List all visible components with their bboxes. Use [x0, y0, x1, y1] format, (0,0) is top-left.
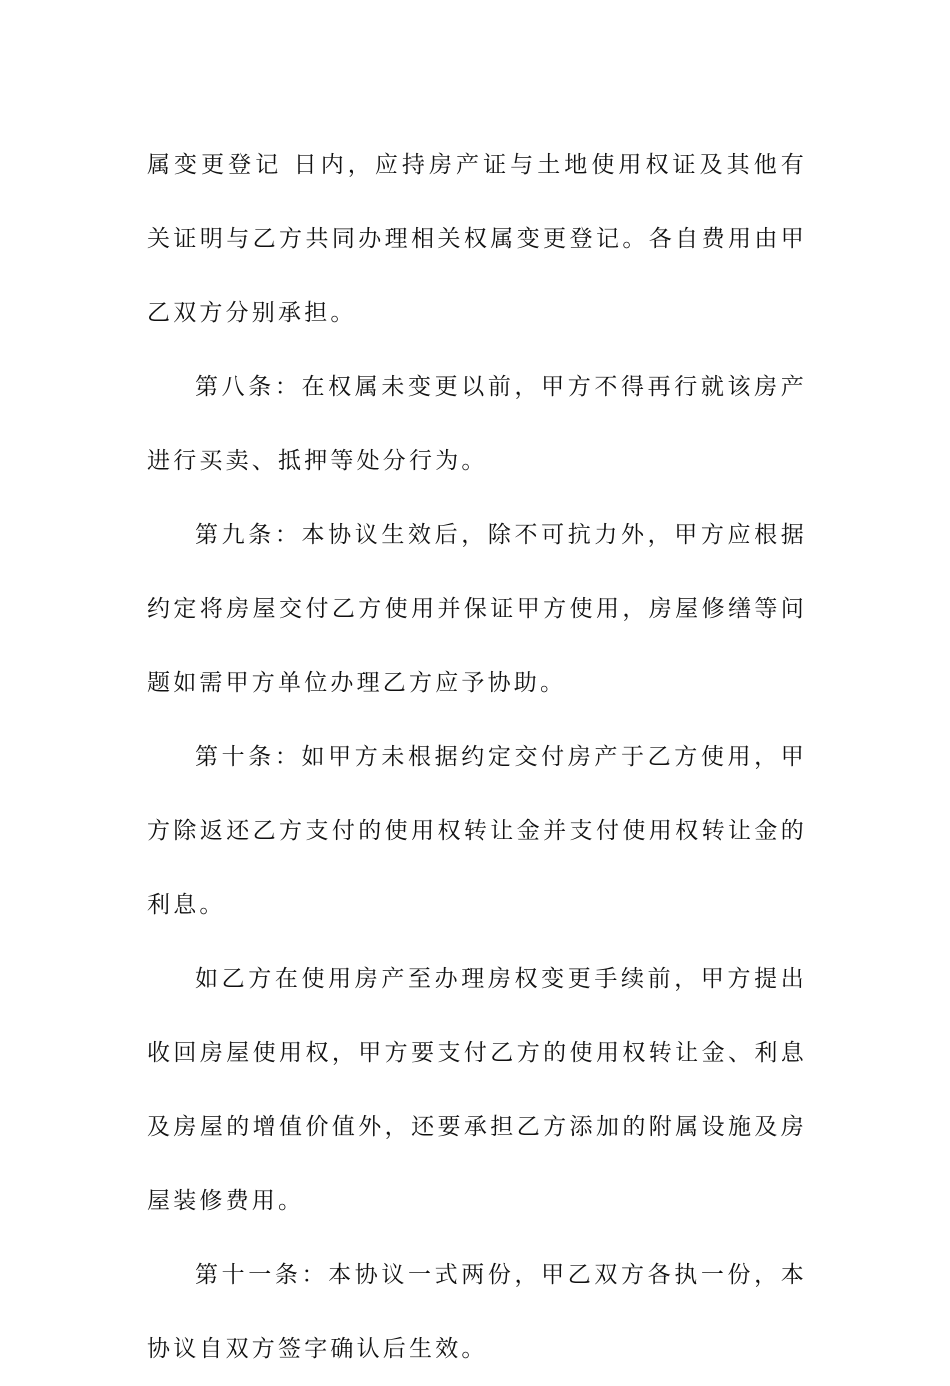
paragraph-article-11: 第十一条：本协议一式两份，甲乙双方各执一份，本协议自双方签字确认后生效。: [147, 1262, 807, 1362]
paragraph-registration: 属变更登记 日内，应持房产证与土地使用权证及其他有关证明与乙方共同办理相关权属变更登记。各自费用由甲乙双方分别承担。: [147, 152, 807, 326]
paragraph-article-8: 第八条：在权属未变更以前，甲方不得再行就该房产进行买卖、抵押等处分行为。: [147, 374, 807, 474]
paragraph-article-10: 第十条：如甲方未根据约定交付房产于乙方使用，甲方除返还乙方支付的使用权转让金并支付使用权转让金的利息。: [147, 744, 807, 918]
paragraph-article-9: 第九条：本协议生效后，除不可抗力外，甲方应根据约定将房屋交付乙方使用并保证甲方使用，房屋修缮等问题如需甲方单位办理乙方应予协助。: [147, 522, 807, 696]
paragraph-revocation: 如乙方在使用房产至办理房权变更手续前，甲方提出收回房屋使用权，甲方要支付乙方的使用权转让金、利息及房屋的增值价值外，还要承担乙方添加的附属设施及房屋装修费用。: [147, 966, 807, 1214]
document-body: [147, 128, 807, 1386]
